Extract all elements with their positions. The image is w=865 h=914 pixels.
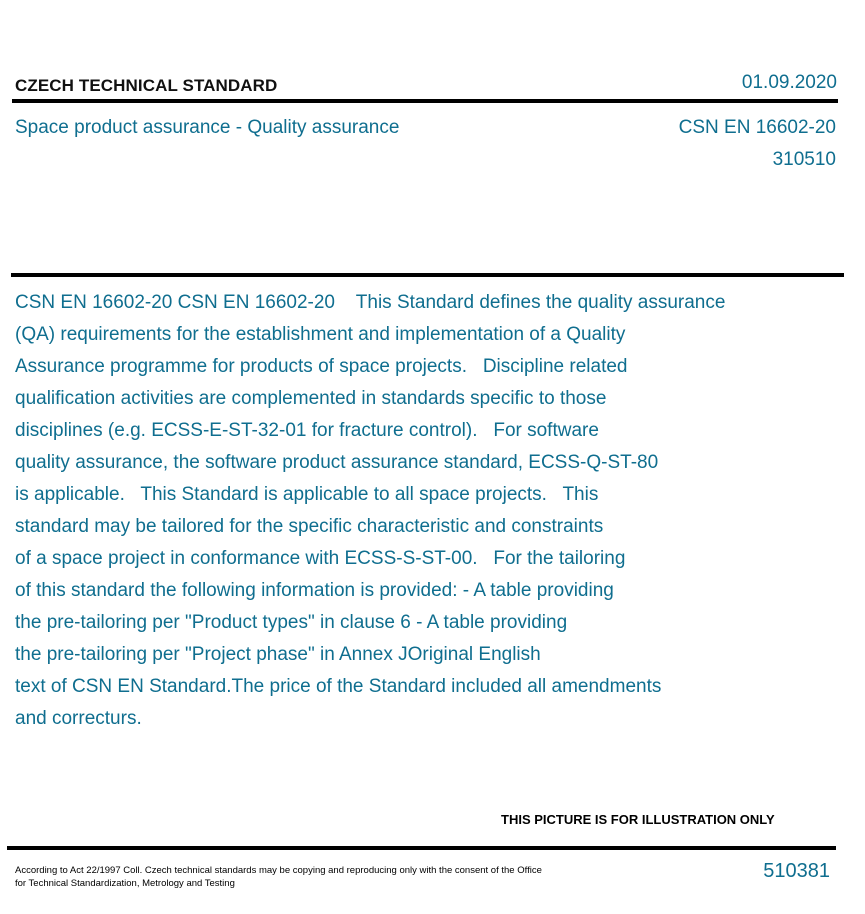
abstract-line: text of CSN EN Standard.The price of the Standard included all amendments bbox=[15, 676, 662, 697]
abstract-text bbox=[15, 287, 835, 735]
abstract-line: the pre-tailoring per "Product types" in clause 6 - A table providing bbox=[15, 612, 568, 633]
abstract-line: Assurance programme for products of space projects. Discipline related bbox=[15, 356, 628, 377]
abstract-line: is applicable. This Standard is applicable to all space projects. This bbox=[15, 484, 599, 505]
abstract-line: (QA) requirements for the establishment and implementation of a Quality bbox=[15, 324, 626, 345]
abstract-line: disciplines (e.g. ECSS-E-ST-32-01 for fracture control). For software bbox=[15, 420, 599, 441]
document-type-heading: CZECH TECHNICAL STANDARD bbox=[15, 76, 278, 95]
abstract-line: quality assurance, the software product assurance standard, ECSS-Q-ST-80 bbox=[15, 452, 659, 473]
abstract-line: of this standard the following information is provided: - A table providing bbox=[15, 580, 614, 601]
illustration-disclaimer: THIS PICTURE IS FOR ILLUSTRATION ONLY bbox=[501, 812, 775, 827]
standard-title: Space product assurance - Quality assurance bbox=[15, 117, 400, 138]
middle-divider bbox=[11, 273, 844, 277]
legal-notice-line: for Technical Standardization, Metrology and Testing bbox=[15, 878, 235, 889]
legal-notice-line: According to Act 22/1997 Coll. Czech technical standards may be copying and reproducing only with the consent of the Office bbox=[15, 865, 542, 876]
legal-notice bbox=[15, 864, 595, 890]
abstract-line: CSN EN 16602-20 CSN EN 16602-20 This Standard defines the quality assurance bbox=[15, 292, 726, 313]
top-divider bbox=[12, 99, 838, 103]
classification-number: 310510 bbox=[772, 149, 836, 170]
abstract-line: of a space project in conformance with ECSS-S-ST-00. For the tailoring bbox=[15, 548, 626, 569]
catalog-number: 510381 bbox=[763, 860, 830, 882]
standard-code: CSN EN 16602-20 bbox=[678, 117, 836, 138]
publication-date: 01.09.2020 bbox=[741, 72, 837, 93]
abstract-line: standard may be tailored for the specific characteristic and constraints bbox=[15, 516, 604, 537]
abstract-line: the pre-tailoring per "Project phase" in Annex JOriginal English bbox=[15, 644, 541, 665]
abstract-line: and correcturs. bbox=[15, 708, 142, 729]
abstract-line: qualification activities are complemented in standards specific to those bbox=[15, 388, 607, 409]
bottom-divider bbox=[7, 846, 836, 850]
